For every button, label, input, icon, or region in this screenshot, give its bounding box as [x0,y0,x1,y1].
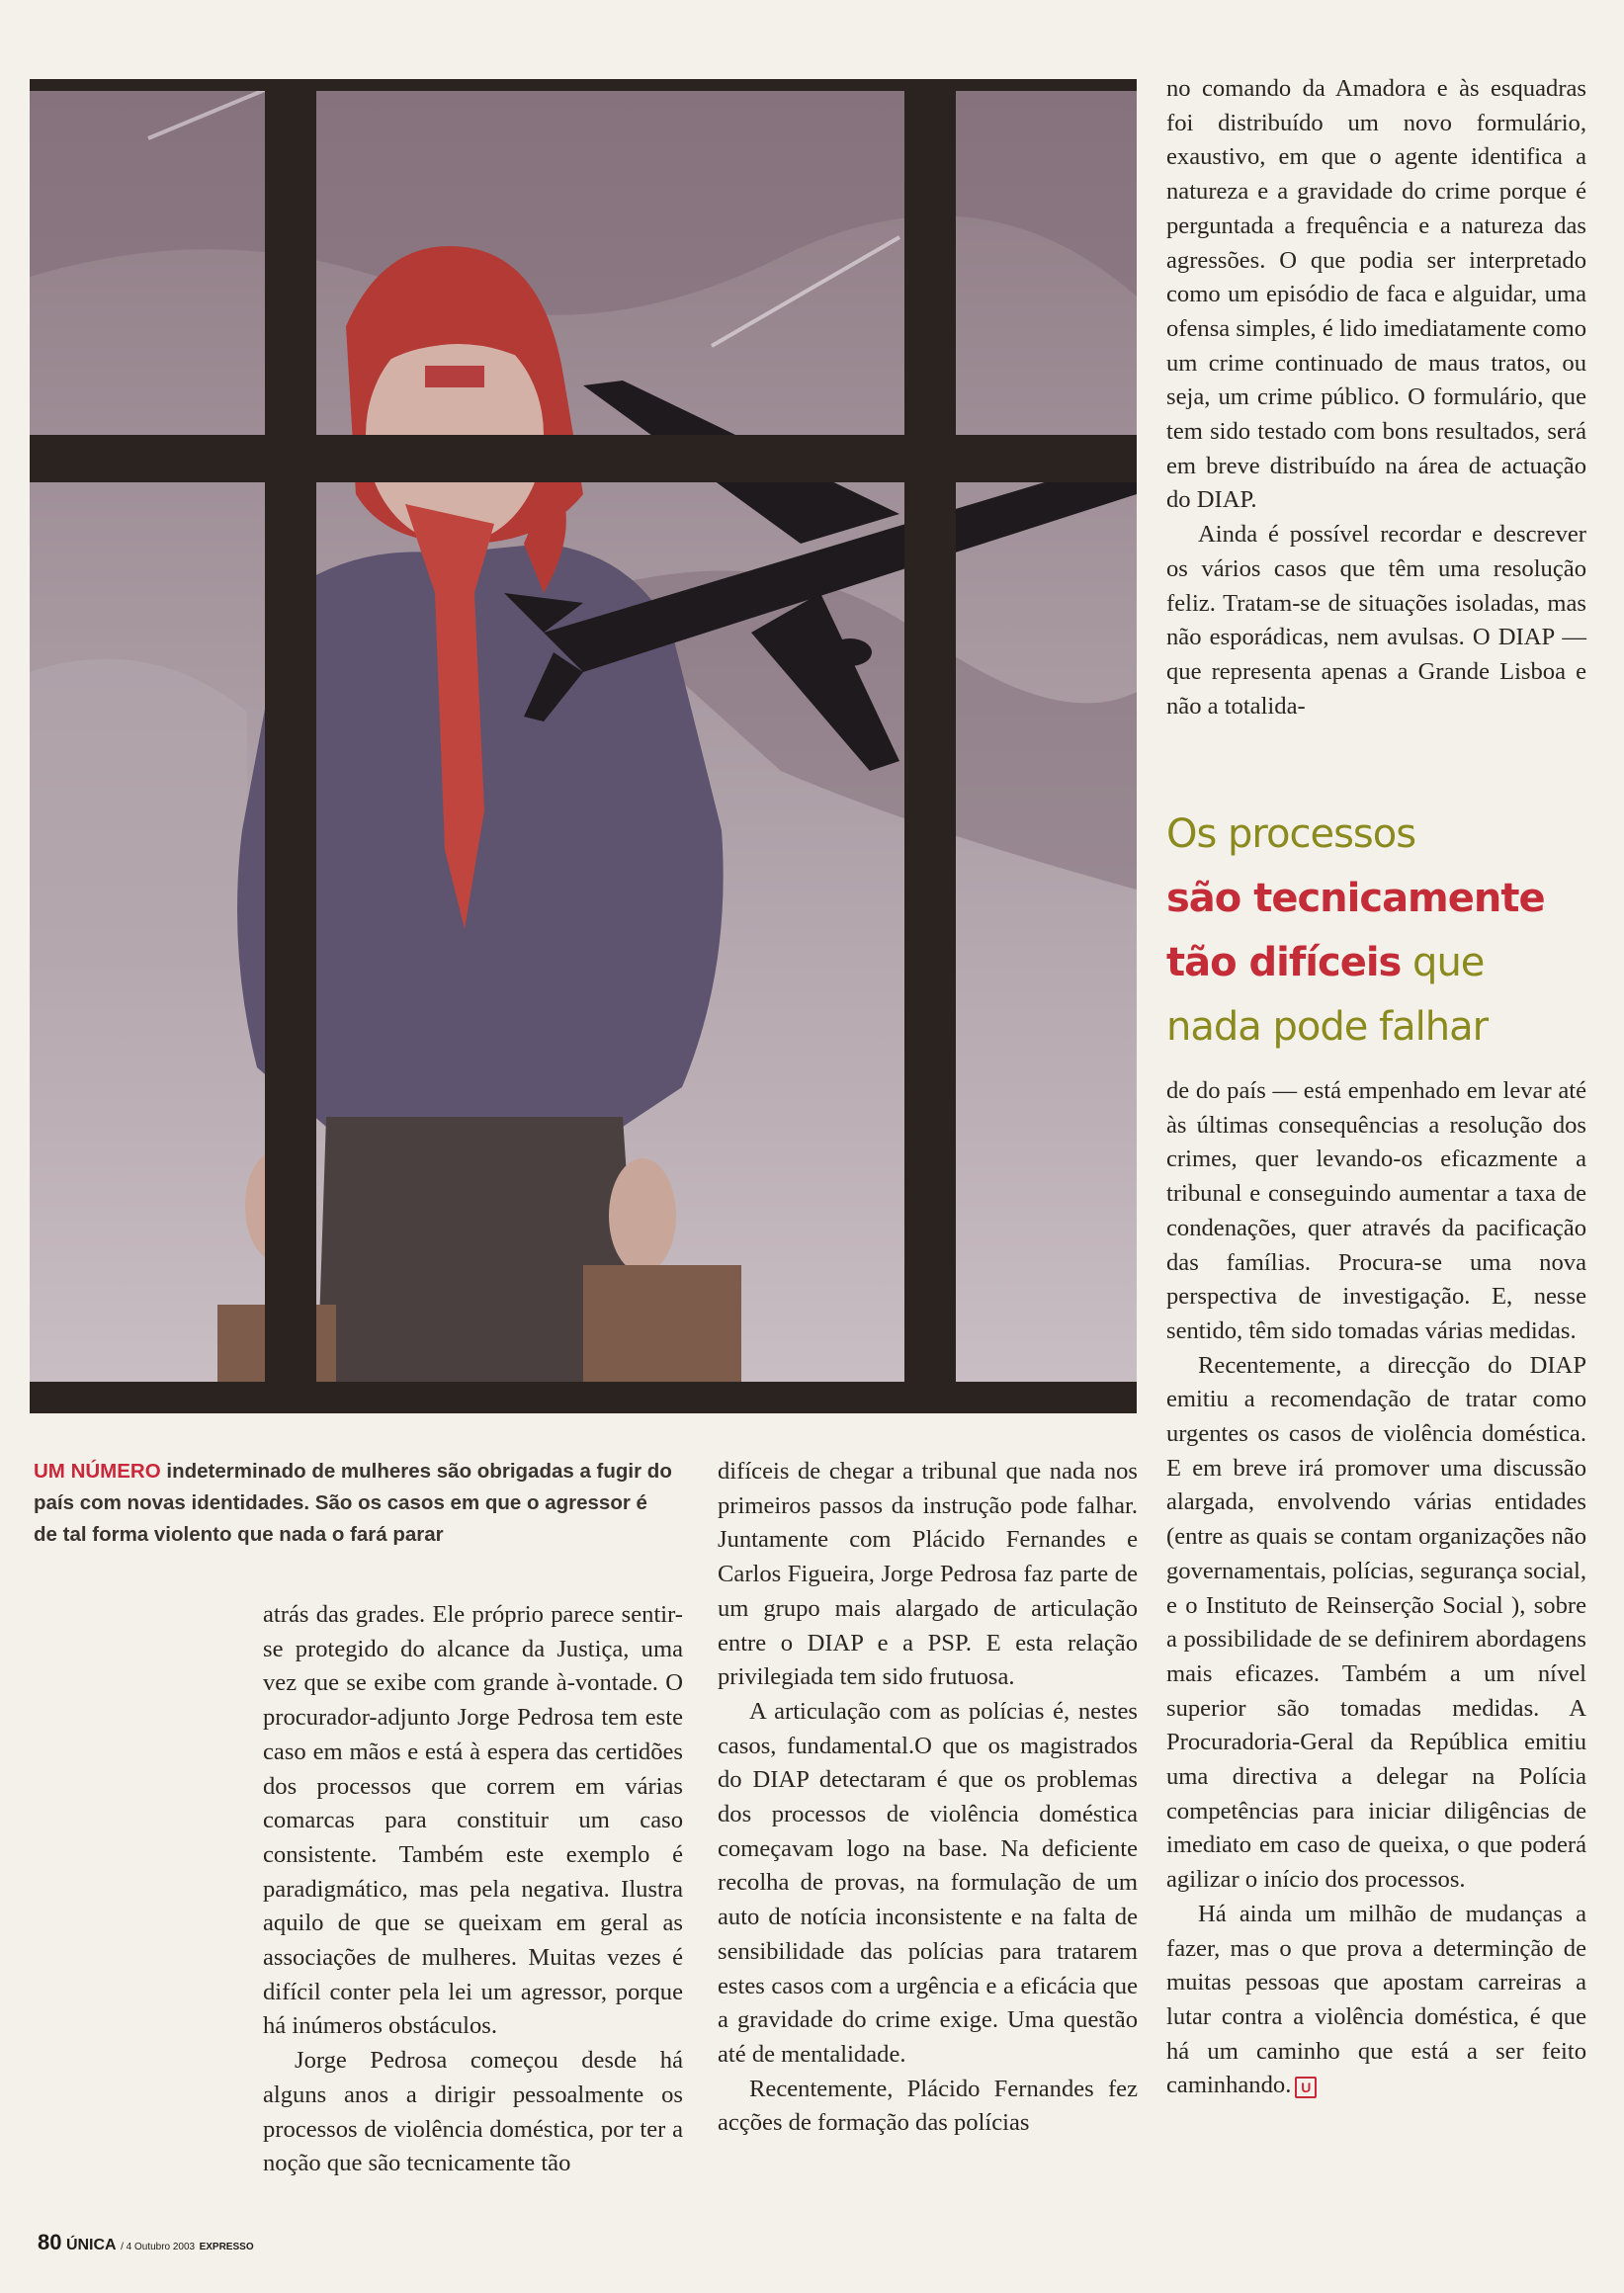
woman-window-airplane-illustration [30,79,1137,1413]
article-column-right-bottom [1166,1074,1586,2103]
pull-quote-line: Os processos [1166,811,1416,857]
illustration [30,79,1137,1413]
paragraph: A articulação com as polícias é, nestes casos, fundamental.O que os magistrados do DIAP detectaram é que os problemas dos processos de violência doméstica começavam logo na base. Na deficiente recolha de provas, na formulação de um auto de notícia inconsistente e na falta de sensibilidade das polícias para tratarem estes casos com a urgência e a eficácia que a gravidade do crime exige. Uma questão até de mentalidade. [718,1697,1138,2068]
paragraph: Recentemente, Plácido Fernandes fez acções de formação das polícias [718,2075,1138,2137]
paragraph: de do país — está empenhado em levar até às últimas consequências a resolução dos crimes, quer levando-os eficazmente a tribunal e conseguindo aumentar a taxa de condenações, quer através da pacificação das famílias. Procura-se uma nova perspectiva de investigação. E, nesse sentido, têm sido tomadas várias medidas. [1166,1077,1586,1344]
paragraph: Jorge Pedrosa começou desde há alguns anos a dirigir pessoalmente os processos de violência doméstica, por ter a noção que são tecnicamente tão [263,2047,683,2177]
pull-quote-line: nada pode falhar [1166,1004,1489,1050]
article-column-right-top [1166,72,1586,723]
paragraph [1166,1898,1586,2103]
caption-text: indeterminado de mulheres são obrigadas a fugir do país com novas identidades. São os casos em que o agressor é de tal forma violento que nada o fará parar [34,1460,672,1546]
pull-quote-line: que [1401,940,1485,985]
paragraph-text: Há ainda um milhão de mudanças a fazer, mas o que prova a determinção de muitas pessoas que apostam carreiras a lutar contra a violência doméstica, é que há um caminho que está a ser feito caminhando. [1166,1900,1586,2099]
magazine-name: ÚNICA [65,2237,117,2253]
page-number: 80 [38,2230,62,2254]
end-mark-icon: U [1295,2077,1317,2098]
pull-quote-line: tão difíceis [1166,940,1402,985]
image-caption [34,1456,676,1551]
paragraph: Ainda é possível recordar e descrever os vários casos que têm uma resolução feliz. Tratam-se de situações isoladas, mas não esporádicas, nem avulsas. O DIAP — que representa apenas a Grande Lisboa e não a totalida- [1166,521,1586,720]
page-footer [38,2230,254,2255]
publication-name: EXPRESSO [199,2242,254,2252]
paragraph: difíceis de chegar a tribunal que nada nos primeiros passos da instrução pode falhar. Juntamente com Plácido Fernandes e Carlos Figueira, Jorge Pedrosa faz parte de um grupo mais alargado de articulação entre o DIAP e a PSP. E esta relação privilegiada tem sido frutuosa. [718,1458,1138,1691]
pull-quote-line: são tecnicamente [1166,876,1545,921]
issue-date: / 4 Outubro 2003 [121,2242,196,2252]
pull-quote [1166,803,1601,1060]
paragraph: Recentemente, a direcção do DIAP emitiu a recomendação de tratar como urgentes os casos de violência doméstica. E em breve irá promover uma discussão alargada, envolvendo várias entidades (entre as quais se contam organizações não governamentais, polícias, segurança social, e o Instituto de Reinserção Social ), sobre a possibilidade de se definirem abordagens mais eficazes. Também a um nível superior são tomadas medidas. A Procuradoria-Geral da República emitiu uma directiva a delegar na Polícia competências para iniciar diligências de imediato em caso de queixa, o que poderá agilizar o início dos processos. [1166,1351,1586,1894]
article-column-left [263,1598,683,2181]
paragraph: no comando da Amadora e às esquadras foi distribuído um novo formulário, exaustivo, em que o agente identifica a natureza e a gravidade do crime porque é perguntada a frequência e a natureza das agressões. O que podia ser interpretado como um episódio de faca e alguidar, uma ofensa simples, é lido imediatamente como um crime continuado de maus tratos, ou seja, um crime público. O formulário, que tem sido testado com bons resultados, será em breve distribuído na área de actuação do DIAP. [1166,75,1586,514]
caption-lead: UM NÚMERO [34,1460,161,1483]
article-column-middle [718,1455,1138,2141]
paragraph: atrás das grades. Ele próprio parece sentir-se protegido do alcance da Justiça, uma vez que se exibe com grande à-vontade. O procurador-adjunto Jorge Pedrosa tem este caso em mãos e está à espera das certidões dos processos que correm em várias comarcas para constituir um caso consistente. Também este exemplo é paradigmático, mas pela negativa. Ilustra aquilo de que se queixam em geral as associações de mulheres. Muitas vezes é difícil conter pela lei um agressor, porque há inúmeros obstáculos. [263,1601,683,2040]
